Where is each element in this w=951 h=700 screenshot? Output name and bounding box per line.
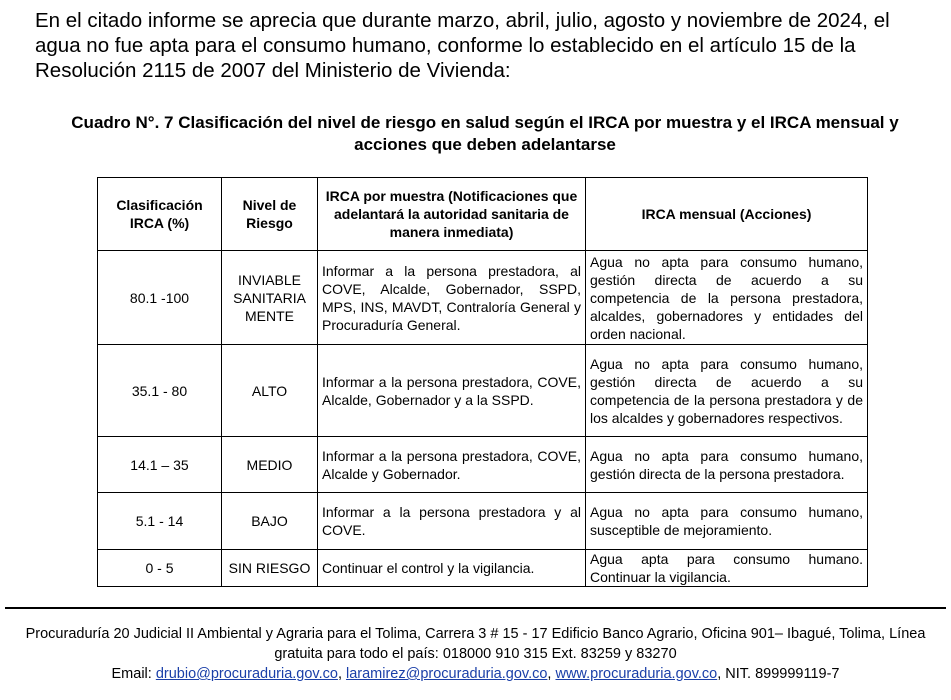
cell-sample-action: Informar a la persona prestadora, COVE, Alcalde, Gobernador y a la SSPD. <box>318 345 586 437</box>
intro-paragraph: En el citado informe se aprecia que durante marzo, abril, julio, agosto y noviembre de 2024, el agua no fue apta para el consumo humano, conforme lo establecido en el artículo 15 de la Resolución 2115 de 2007 del Ministerio de Vivienda: <box>35 9 890 82</box>
nit-number: NIT. 899999119-7 <box>725 666 840 682</box>
cell-classification: 80.1 -100 <box>98 251 222 345</box>
cell-monthly-action: Agua apta para consumo humano. Continuar la vigilancia. <box>586 550 868 587</box>
email-label: Email: <box>111 666 152 682</box>
cell-monthly-action: Agua no apta para consumo humano, gestión directa de la persona prestadora. <box>586 437 868 493</box>
cell-risk-level: ALTO <box>222 345 318 437</box>
table-row <box>98 550 868 587</box>
cell-risk-level: BAJO <box>222 493 318 550</box>
cell-risk-level: MEDIO <box>222 437 318 493</box>
cell-monthly-action: Agua no apta para consumo humano, susceptible de mejoramiento. <box>586 493 868 550</box>
email-link-laramirez[interactable]: laramirez@procuraduria.gov.co <box>346 666 548 682</box>
cell-monthly-action: Agua no apta para consumo humano, gestión directa de acuerdo a su competencia de la persona prestadora, alcaldes, gobernadores y entidades del orden nacional. <box>586 251 868 345</box>
header-sample-irca: IRCA por muestra (Notificaciones que adelantará la autoridad sanitaria de manera inmediata) <box>318 178 586 251</box>
footer-address: Procuraduría 20 Judicial II Ambiental y Agraria para el Tolima, Carrera 3 # 15 - 17 Edificio Banco Agrario, Oficina 901– Ibagué, Tolima, Línea gratuita para todo el país: 018000 910 315 Ext. 83259 y 83270 <box>25 626 926 662</box>
cell-sample-action: Continuar el control y la vigilancia. <box>318 550 586 587</box>
table-row <box>98 345 868 437</box>
cell-classification: 14.1 – 35 <box>98 437 222 493</box>
footer-divider <box>5 607 946 609</box>
separator: , <box>337 666 346 682</box>
cell-risk-level: SIN RIESGO <box>222 550 318 587</box>
header-risk-level: Nivel de Riesgo <box>222 178 318 251</box>
table-row <box>98 437 868 493</box>
irca-risk-table <box>97 177 868 587</box>
table-row <box>98 251 868 345</box>
cell-sample-action: Informar a la persona prestadora y al COVE. <box>318 493 586 550</box>
table-row <box>98 493 868 550</box>
email-link-drubio[interactable]: drubio@procuraduria.gov.co <box>155 666 338 682</box>
separator: , <box>717 666 726 682</box>
cell-classification: 35.1 - 80 <box>98 345 222 437</box>
separator: , <box>547 666 556 682</box>
header-monthly-irca: IRCA mensual (Acciones) <box>586 178 868 251</box>
cell-classification: 0 - 5 <box>98 550 222 587</box>
cell-classification: 5.1 - 14 <box>98 493 222 550</box>
cell-monthly-action: Agua no apta para consumo humano, gestión directa de acuerdo a su competencia de la persona prestadora y de los alcaldes y gobernadores respectivos. <box>586 345 868 437</box>
table-header-row <box>98 178 868 251</box>
table-caption: Cuadro N°. 7 Clasificación del nivel de riesgo en salud según el IRCA por muestra y el IRCA mensual y acciones que deben adelantarse <box>71 113 899 154</box>
website-link[interactable]: www.procuraduria.gov.co <box>555 666 718 682</box>
cell-sample-action: Informar a la persona prestadora, al COVE, Alcalde, Gobernador, SSPD, MPS, INS, MAVDT, Contraloría General y Procuraduría General. <box>318 251 586 345</box>
page-footer <box>0 624 951 684</box>
cell-risk-level: INVIABLE SANITARIA MENTE <box>222 251 318 345</box>
cell-sample-action: Informar a la persona prestadora, COVE, Alcalde y Gobernador. <box>318 437 586 493</box>
footer-contact-line <box>0 664 951 684</box>
header-classification: Clasificación IRCA (%) <box>98 178 222 251</box>
